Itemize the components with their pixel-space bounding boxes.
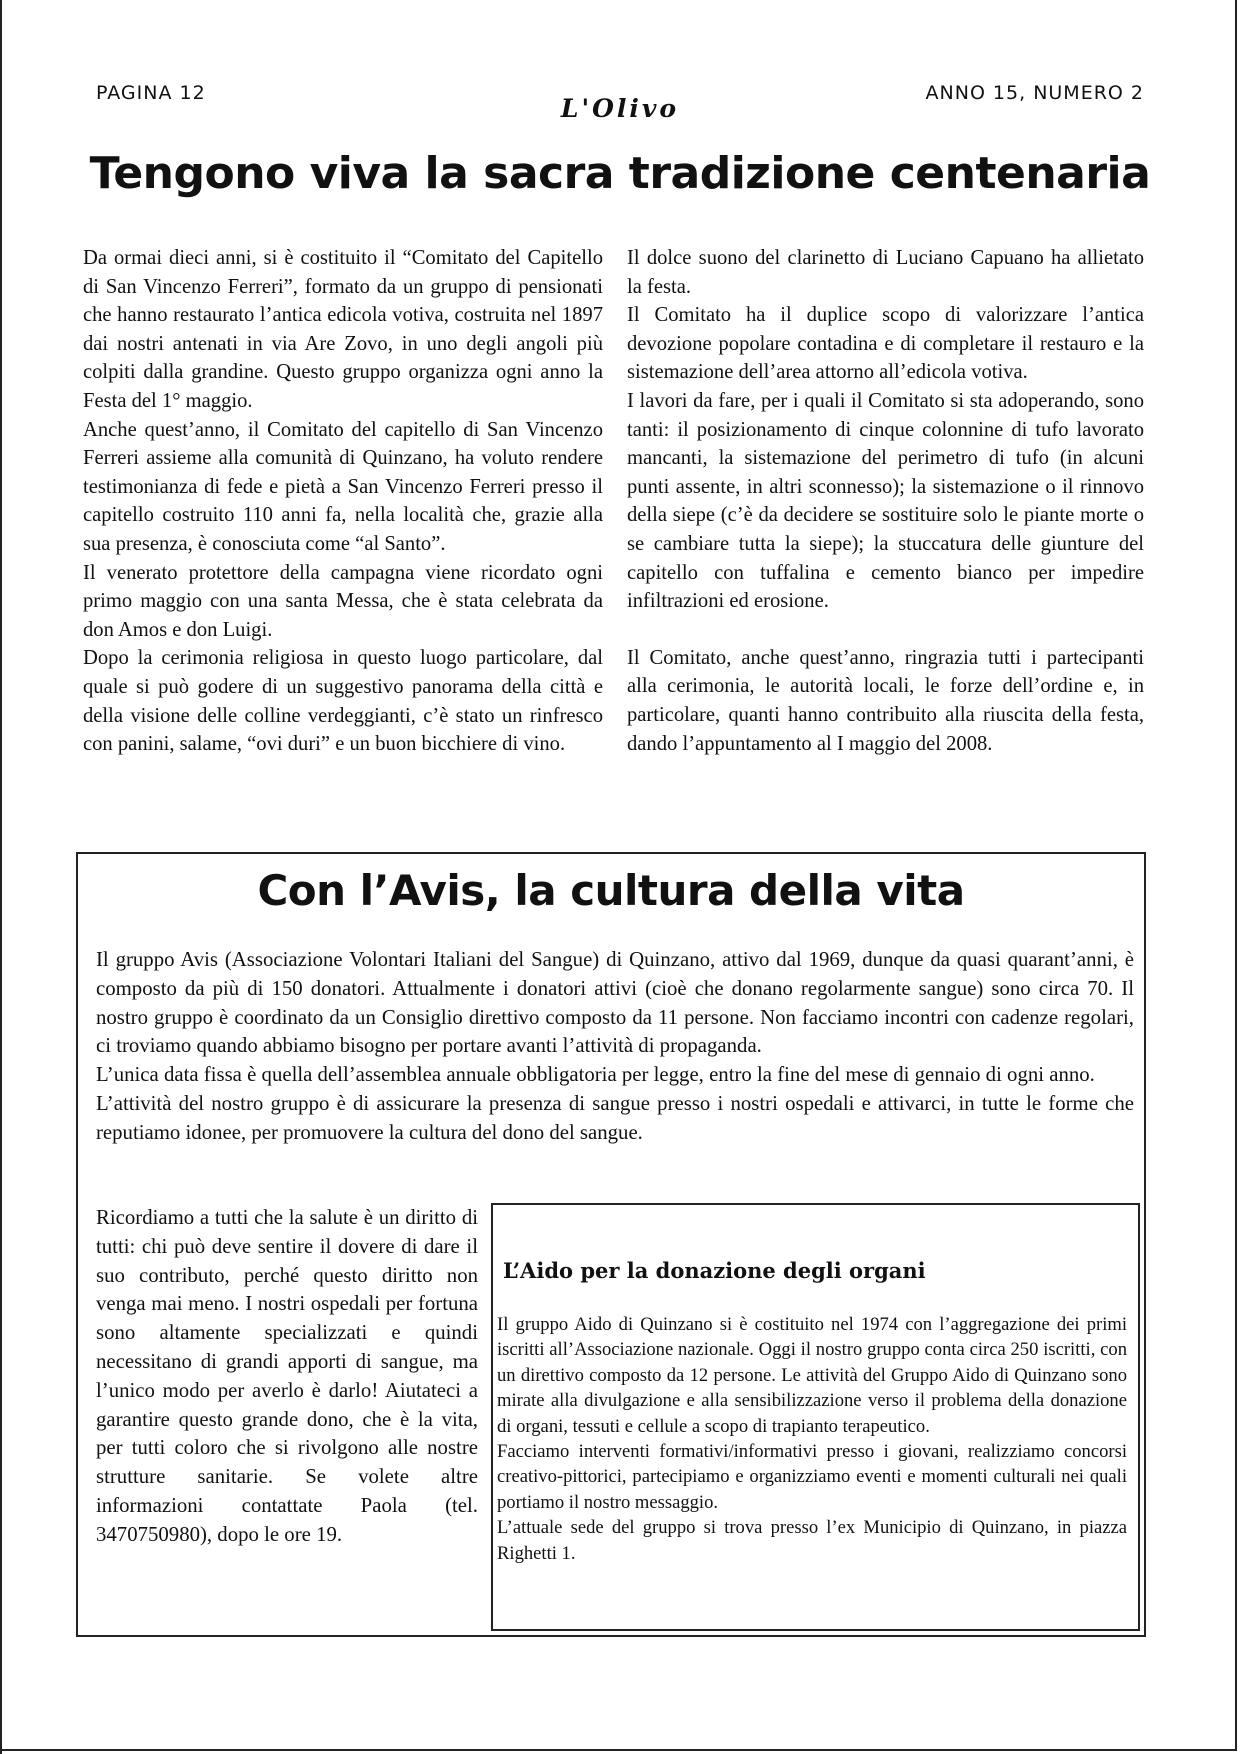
paragraph: Il Comitato, anche quest’anno, ringrazia tutti i partecipanti alla cerimonia, le autorità locali, le forze dell’ordine e, in particolare, quanti hanno contribuito alla riuscita della festa, dando l’appuntamento al I maggio del 2008. [627,646,1144,755]
paragraph: Anche quest’anno, il Comitato del capitello di San Vincenzo Ferreri assieme alla comunità di Quinzano, ha voluto rendere testimonianza di fede e pietà a San Vincenzo Ferreri presso il capitello costruito 110 anni fa, nella località che, grazie alla sua presenza, è conosciuta come “al Santo”. [83,418,603,555]
paragraph: Il gruppo Aido di Quinzano si è costituito nel 1974 con l’aggregazione dei primi iscritti all’Associazione nazionale. Oggi il nostro gruppo conta circa 250 iscritti, con un direttivo composto da 12 persone. Le attività del Gruppo Aido di Quinzano sono mirate alla divulgazione e alla sensibilizzazione verso il problema della donazione di organi, tessuti e cellule a scopo di trapianto terapeutico. [497,1314,1127,1437]
article-title-capitello: Tengono viva la sacra tradizione centenaria [89,148,1151,199]
paragraph: L’attività del nostro gruppo è di assicurare la presenza di sangue presso i nostri ospedali e attivarci, in tutte le forme che reputiamo idonee, per promuovere la cultura del dono del sangue. [96,1091,1134,1144]
article-capitello-column-2 [627,244,1144,758]
masthead-logo: L'Olivo [560,94,680,123]
article-title-aido: L’Aido per la donazione degli organi [503,1258,926,1283]
aido-article-body [497,1312,1127,1566]
page-number: PAGINA 12 [96,82,206,104]
paragraph: Facciamo interventi formativi/informativi presso i giovani, realizziamo concorsi creativo-pittorici, partecipiamo e organizziamo eventi e momenti culturali nei quali portiamo il nostro messaggio. [497,1441,1127,1513]
avis-article-body [96,946,1134,1148]
paragraph: Da ormai dieci anni, si è costituito il “Comitato del Capitello di San Vincenzo Ferreri”, formato da un gruppo di pensionati che hanno restaurato l’antica edicola votiva, costruita nel 1897 dai nostri antenati in via Are Zovo, in uno degli angoli più colpiti dalla grandine. Questo gruppo organizza ogni anno la Festa del 1° maggio. [83,247,603,412]
paragraph: L’unica data fissa è quella dell’assemblea annuale obbligatoria per legge, entro la fine del mese di gennaio di ogni anno. [96,1063,1095,1087]
paragraph: Il dolce suono del clarinetto di Luciano Capuano ha allietato la festa. [627,247,1144,298]
article-capitello-column-1 [83,244,603,759]
paragraph: L’attuale sede del gruppo si trova presso l’ex Municipio di Quinzano, in piazza Righetti 1. [497,1517,1127,1564]
paragraph: Dopo la cerimonia religiosa in questo luogo particolare, dal quale si può godere di un suggestivo panorama della città e della visione delle colline verdeggianti, c’è stato un rinfresco con panini, salame, “ovi duri” e un buon bicchiere di vino. [83,647,603,756]
paragraph: Il gruppo Avis (Associazione Volontari Italiani del Sangue) di Quinzano, attivo dal 1969, dunque da quasi quarant’anni, è composto da più di 150 donatori. Attualmente i donatori attivi (cioè che donano regolarmente sangue) sono circa 70. Il nostro gruppo è coordinato da un Consiglio direttivo composto da 11 persone. Non facciamo incontri con cadenze regolari, ci troviamo quando abbiamo bisogno per portare avanti l’attività di propaganda. [96,948,1134,1058]
article-title-avis: Con l’Avis, la cultura della vita [257,866,965,915]
paragraph: I lavori da fare, per i quali il Comitato si sta adoperando, sono tanti: il posizionamento di cinque colonnine di tufo lavorato mancanti, la sistemazione del perimetro di tufo (in alcuni punti assente, in altri sconnesso); la sistemazione o il rinnovo della siepe (c’è da decidere se sostituire solo le piante morte o se cambiare tutta la siepe); la stuccatura delle giunture del capitello con tuffalina e cemento bianco per impedire infiltrazioni ed erosione. [627,389,1144,613]
issue-label: ANNO 15, NUMERO 2 [925,82,1144,104]
paragraph: Il Comitato ha il duplice scopo di valorizzare l’antica devozione popolare contadina e di completare il restauro e la sistemazione dell’area attorno all’edicola votiva. [627,304,1144,384]
paragraph-gap [627,616,1144,644]
avis-article-side-text: Ricordiamo a tutti che la salute è un diritto di tutti: chi può deve sentire il dovere di dare il suo contributo, perché questo diritto non venga mai meno. I nostri ospedali per fortuna sono altamente specializzati e quindi necessitano di grandi apporti di sangue, ma l’unico modo per averlo è darlo! Aiutateci a garantire questo grande dono, che è la vita, per tutti coloro che si rivolgono alle nostre strutture sanitarie. Se volete altre informazioni contattate Paola (tel. 3470750980), dopo le ore 19. [96,1206,478,1546]
paragraph: Il venerato protettore della campagna viene ricordato ogni primo maggio con una santa Messa, che è stata celebrata da don Amos e don Luigi. [83,561,603,641]
